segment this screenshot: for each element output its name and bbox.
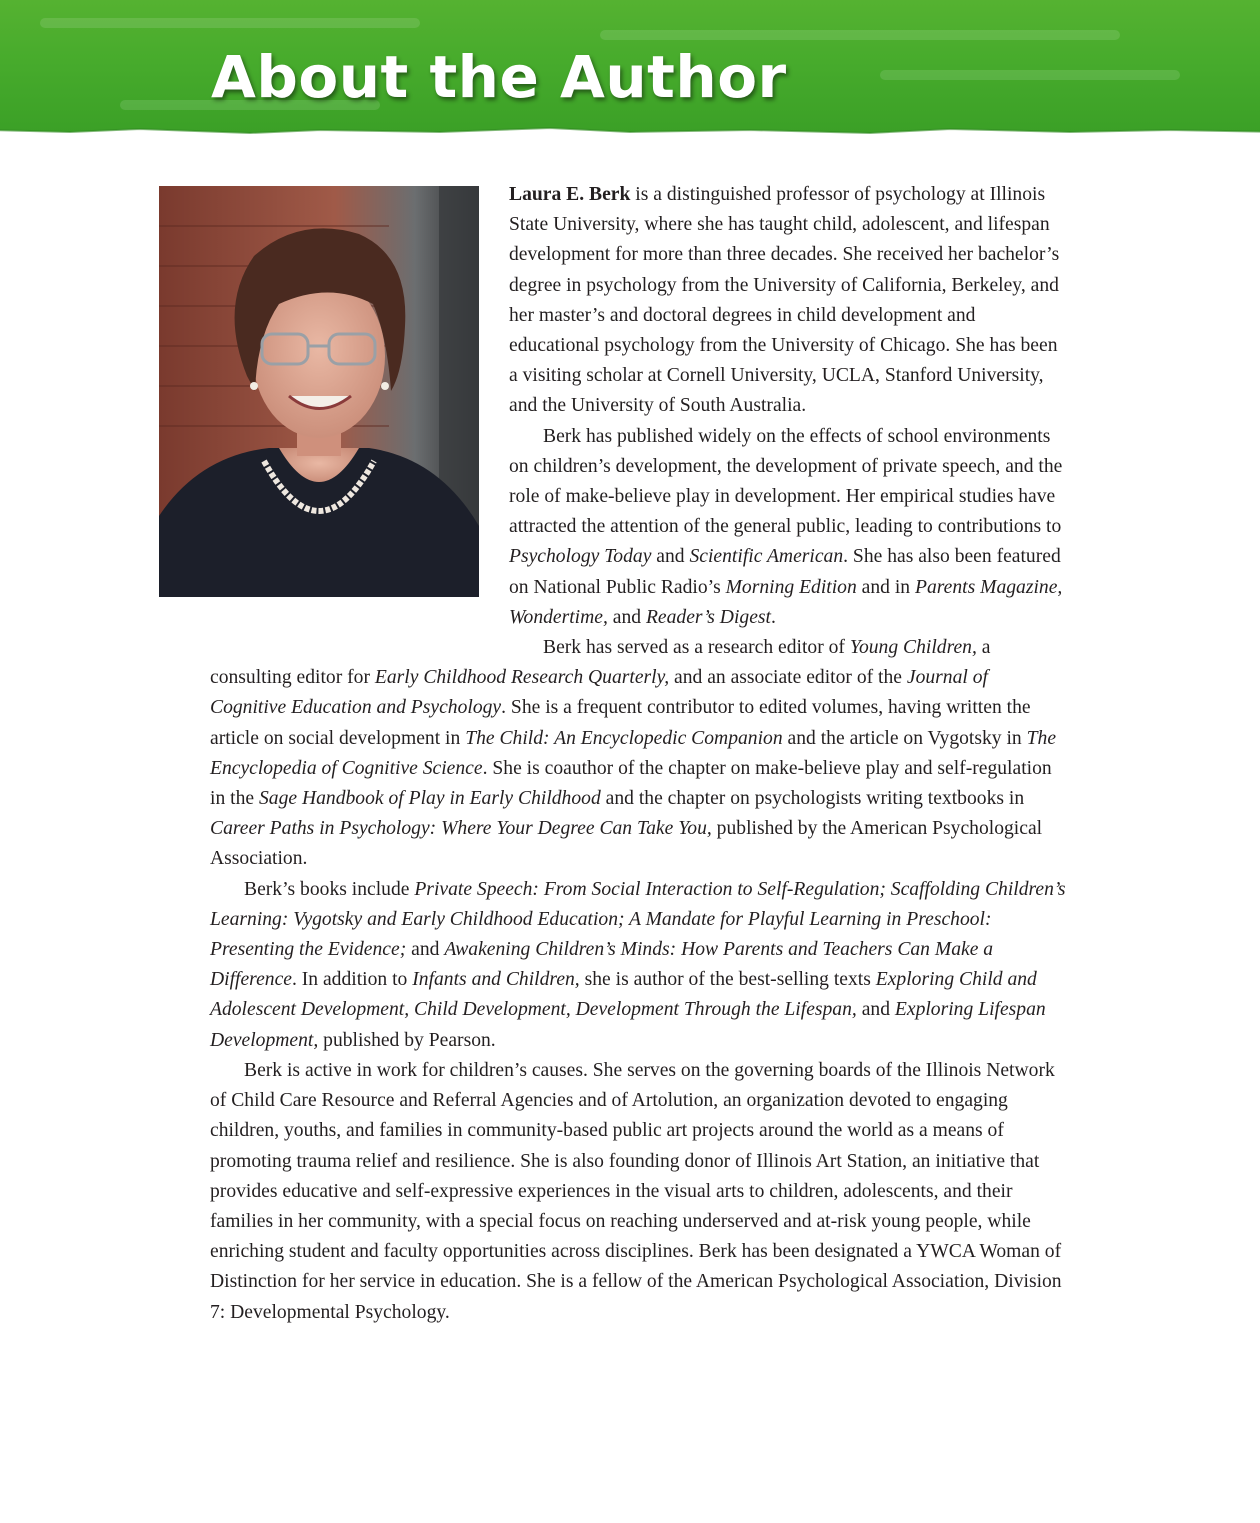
bio-text: a consulting editor for bbox=[210, 637, 991, 689]
bio-text: . She is a frequent contributor to edited volumes, having written the article on social development in bbox=[210, 697, 1031, 749]
publication-title: Journal of Cognitive Education and Psychology bbox=[210, 667, 988, 719]
publication-title: Awakening Children’s Minds: How Parents and Teachers Can Make a Difference bbox=[210, 939, 994, 991]
bio-text: and bbox=[607, 606, 646, 628]
publication-title: Exploring Child and Adolescent Development, Child Development, Development Through the Lifespan, bbox=[210, 969, 1037, 1021]
publication-title: The Encyclopedia of Cognitive Science bbox=[210, 727, 1057, 779]
author-name: Laura E. Berk bbox=[509, 184, 631, 205]
publication-title: The Child: An Encyclopedic Companion bbox=[465, 727, 783, 749]
author-bio bbox=[210, 180, 1066, 1328]
publication-title: Reader’s Digest bbox=[645, 606, 771, 628]
bio-paragraph-5: Berk is active in work for children’s causes. She serves on the governing boards of the Illinois Network of Child Care Resource and Referral Agencies and of Artolution, an organization devoted to engaging children, youths, and families in community-based public art projects around the world as a means of promoting trauma relief and resilience. She is also founding donor of Illinois Art Station, an initiative that provides educative and self-expressive experiences in the visual arts to children, adolescents, and their families in her community, with a special focus on reaching underserved and at-risk young people, while enriching student and faculty opportunities across disciplines. Berk has been designated a YWCA Woman of Distinction for her service in education. She is a fellow of the American Psychological Association, Division 7: Developmental Psychology. bbox=[210, 1059, 1062, 1323]
bio-text: and bbox=[651, 546, 690, 568]
bio-text: . She has also been featured on National Public Radio’s bbox=[509, 546, 1061, 598]
publication-title: Morning Edition bbox=[725, 576, 857, 598]
bio-text: and bbox=[856, 999, 895, 1021]
bio-text: published by Pearson. bbox=[318, 1029, 496, 1051]
publication-title: Exploring Lifespan Development, bbox=[210, 999, 1046, 1051]
bio-paragraph-3 bbox=[210, 633, 1066, 875]
bio-text: she is author of the best-selling texts bbox=[579, 969, 876, 991]
publication-title: Scientific American bbox=[689, 546, 844, 568]
publication-title: Infants and Children, bbox=[412, 969, 580, 991]
header-banner bbox=[0, 0, 1260, 138]
bio-paragraph-4 bbox=[210, 875, 1066, 1056]
bio-text: is a distinguished professor of psychology at Illinois State University, where she has taught child, adolescent, and lifespan development for more than three decades. She received her bachelor’s degree in psychology from the University of California, Berkeley, and her master’s and doctoral degrees in child development and educational psychology from the University of Chicago. She has been a visiting scholar at Cornell University, UCLA, Stanford University, and the University of South Australia. bbox=[509, 184, 1060, 417]
bio-text: published by the American Psychological Association. bbox=[210, 818, 1043, 870]
bio-text: Berk has published widely on the effects of school environments on children’s development, the development of private speech, and the role of make-believe play in development. Her empirical studies have attracted the attention of the general public, leading to contributions to bbox=[509, 425, 1063, 538]
bio-text: Berk’s books include bbox=[244, 878, 415, 900]
bio-text: . In addition to bbox=[291, 969, 413, 991]
bio-text: and bbox=[406, 939, 445, 961]
bio-text: and the article on Vygotsky in bbox=[782, 727, 1027, 749]
bio-text: and an associate editor of the bbox=[669, 667, 907, 689]
page-title: About the Author bbox=[211, 43, 787, 111]
publication-title: Career Paths in Psychology: Where Your Degree Can Take You, bbox=[210, 818, 712, 840]
publication-title: Early Childhood Research Quarterly, bbox=[374, 667, 670, 689]
photo-text-wrap bbox=[210, 180, 509, 642]
banner-brush-edge bbox=[0, 126, 1260, 138]
publication-title: Private Speech: From Social Interaction to Self-Regulation; Scaffolding Children’s Learning: Vygotsky and Early Childhood Education; A Mandate for Playful Learning in Preschool: Presenting the Evidence; bbox=[210, 878, 1066, 961]
publication-title: Sage Handbook of Play in Early Childhood bbox=[258, 788, 601, 810]
publication-title: Young Children, bbox=[849, 637, 977, 659]
bio-text: and the chapter on psychologists writing textbooks in bbox=[600, 788, 1025, 810]
bio-text: . She is coauthor of the chapter on make-believe play and self-regulation in the bbox=[210, 757, 1052, 810]
bio-text: and in bbox=[856, 576, 916, 598]
publication-title: Parents Magazine, Wondertime, bbox=[509, 576, 1063, 628]
publication-title: Psychology Today bbox=[509, 546, 652, 568]
bio-text: . bbox=[770, 606, 776, 628]
bio-text: Berk has served as a research editor of bbox=[543, 637, 850, 659]
